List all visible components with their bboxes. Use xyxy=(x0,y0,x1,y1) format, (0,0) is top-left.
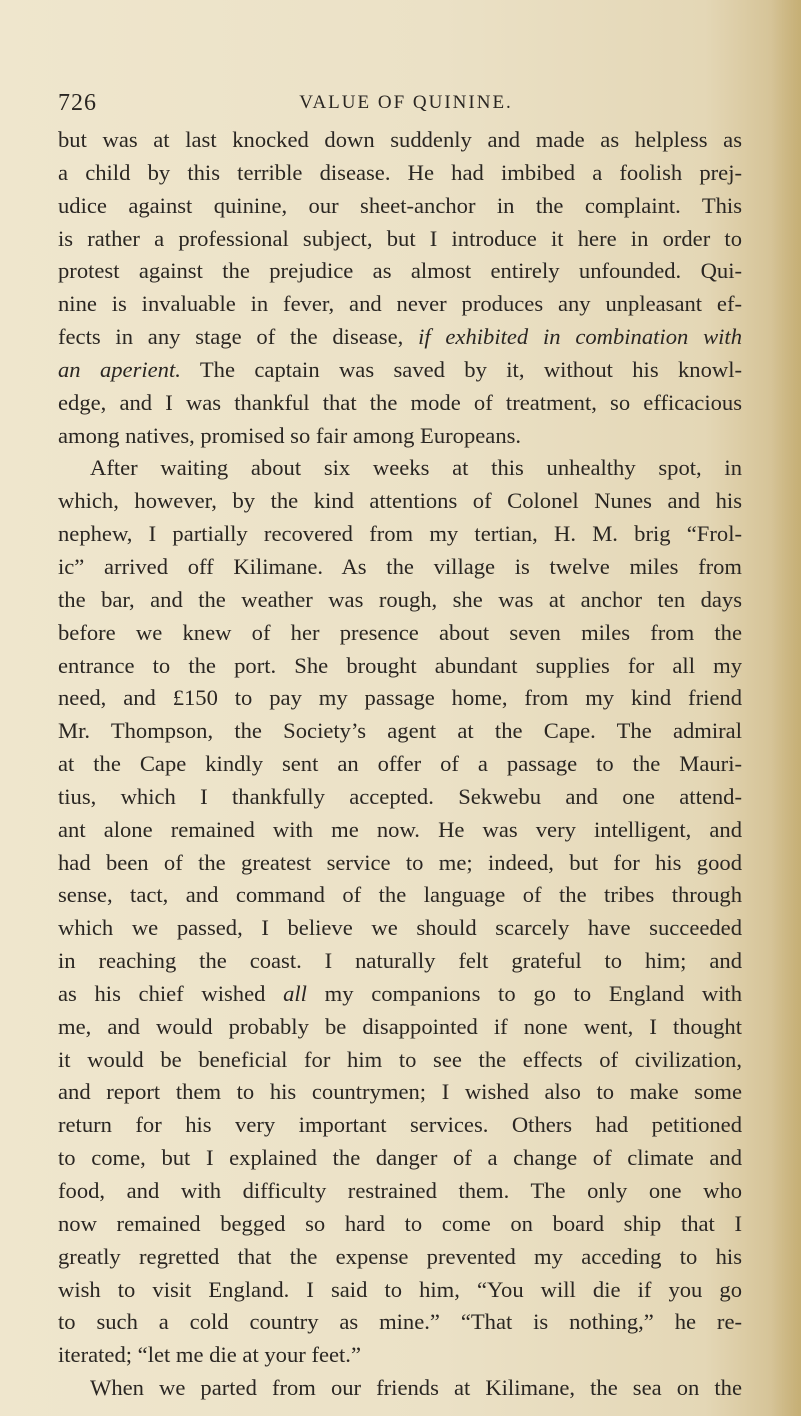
paragraph-start-line: When we parted from our friends at Kilimane, the sea on the xyxy=(90,1375,742,1401)
italic-word: all xyxy=(283,980,307,1006)
text-line: tius, which I thankfully accepted. Sekwebu and one attend- xyxy=(58,783,742,809)
running-title: VALUE OF QUININE. xyxy=(299,92,513,113)
text-line: to come, but I explained the danger of a change of climate and xyxy=(58,1145,742,1171)
text-line: me, and would probably be disappointed if none went, I thought xyxy=(58,1013,742,1039)
text-line: nephew, I partially recovered from my tertian, H. M. brig “Frol- xyxy=(58,521,742,547)
text-line: to such a cold country as mine.” “That is nothing,” he re- xyxy=(58,1309,742,1335)
text-fragment: my companions to go to England with xyxy=(306,980,742,1006)
text-line: it would be beneficial for him to see the effects of civilization, xyxy=(58,1046,742,1072)
paragraph-start-line: After waiting about six weeks at this unhealthy spot, in xyxy=(90,455,742,481)
text-line: is rather a professional subject, but I introduce it here in order to xyxy=(58,225,742,251)
text-line: before we knew of her presence about seven miles from the xyxy=(58,619,742,645)
text-line: a child by this terrible disease. He had imbibed a foolish prej- xyxy=(58,159,742,185)
text-line: iterated; “let me die at your feet.” xyxy=(58,1342,361,1368)
text-line: among natives, promised so fair among Europeans. xyxy=(58,422,522,448)
text-line: need, and £150 to pay my passage home, from my kind friend xyxy=(58,685,742,711)
text-line xyxy=(58,321,742,354)
text-line: which we passed, I believe we should scarcely have succeeded xyxy=(58,915,742,941)
text-fragment: The captain was saved by it, without his knowl- xyxy=(180,356,743,382)
text-fragment: fects in any stage of the disease, xyxy=(58,324,419,350)
text-line: ant alone remained with me now. He was very intelligent, and xyxy=(58,816,742,842)
text-line: edge, and I was thankful that the mode of treatment, so efficacious xyxy=(58,389,742,415)
text-fragment: as his chief wished xyxy=(58,980,284,1006)
text-line: now remained begged so hard to come on board ship that I xyxy=(58,1210,742,1236)
italic-phrase: an aperient. xyxy=(58,356,181,382)
text-line: nine is invaluable in fever, and never produces any unpleasant ef- xyxy=(58,291,742,317)
text-line: but was at last knocked down suddenly and made as helpless as xyxy=(58,127,742,152)
text-line: udice against quinine, our sheet-anchor in the complaint. This xyxy=(58,192,742,218)
text-line: ic” arrived off Kilimane. As the village is twelve miles from xyxy=(58,553,742,579)
text-line xyxy=(58,354,742,387)
text-line: in reaching the coast. I naturally felt grateful to him; and xyxy=(58,948,742,974)
text-line: greatly regretted that the expense prevented my acceding to his xyxy=(58,1243,742,1269)
text-line: entrance to the port. She brought abundant supplies for all my xyxy=(58,652,742,678)
text-line: sense, tact, and command of the language of the tribes through xyxy=(58,882,742,908)
page-header xyxy=(58,84,754,120)
text-line: the bar, and the weather was rough, she was at anchor ten days xyxy=(58,586,742,612)
text-line: Mr. Thompson, the Society’s agent at the Cape. The admiral xyxy=(58,718,742,744)
text-line: had been of the greatest service to me; indeed, but for his good xyxy=(58,849,742,875)
page-number: 726 xyxy=(58,90,97,116)
body-text xyxy=(58,124,742,1405)
italic-phrase: if exhibited in combination with xyxy=(418,324,742,350)
text-line: wish to visit England. I said to him, “You will die if you go xyxy=(58,1276,742,1302)
text-line: and report them to his countrymen; I wished also to make some xyxy=(58,1079,742,1105)
text-line: return for his very important services. Others had petitioned xyxy=(58,1112,742,1138)
text-line xyxy=(58,978,742,1011)
text-line: food, and with difficulty restrained them. The only one who xyxy=(58,1178,742,1203)
text-line: protest against the prejudice as almost entirely unfounded. Qui- xyxy=(58,258,742,284)
text-line: which, however, by the kind attentions of Colonel Nunes and his xyxy=(58,488,742,514)
page-edge-shading xyxy=(771,0,801,1416)
text-line: at the Cape kindly sent an offer of a passage to the Mauri- xyxy=(58,751,742,777)
